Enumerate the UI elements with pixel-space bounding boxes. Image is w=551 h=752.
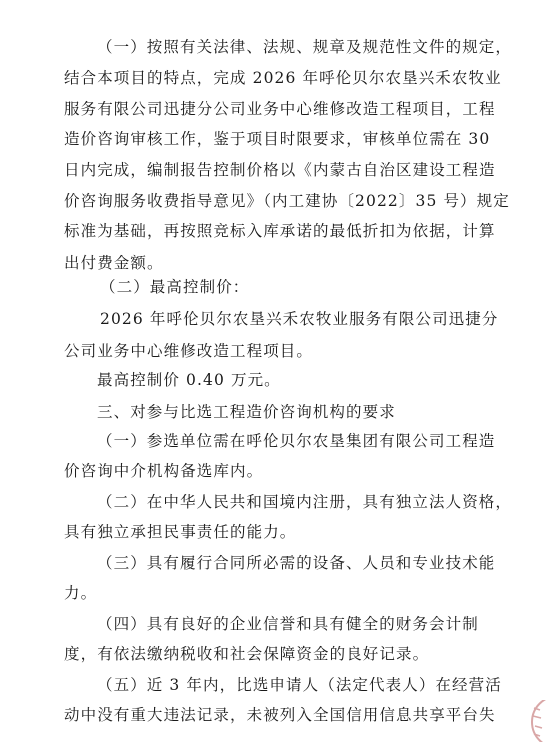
requirement-2-line-1: （二）在中华人民共和国境内注册，具有独立法人资格，	[97, 493, 513, 511]
paragraph-1-line-5: 日内完成，编制报告控制价格以《内蒙古自治区建设工程造	[64, 161, 496, 179]
requirement-5-line-1: （五）近 3 年内，比选申请人（法定代表人）在经营活	[97, 676, 502, 694]
requirement-3-line-2: 力。	[64, 584, 98, 602]
paragraph-1-line-4: 造价咨询审核工作，鉴于项目时限要求，审核单位需在 30	[64, 130, 491, 148]
paragraph-1-line-8: 出付费金额。	[64, 254, 164, 272]
seal-stamp-fragment	[528, 700, 550, 742]
max-price-value: 最高控制价 0.40 万元。	[97, 371, 281, 389]
paragraph-1-line-3: 服务有限公司迅捷分公司业务中心维修改造工程项目，工程	[64, 100, 496, 118]
section-max-price-heading: （二）最高控制价：	[100, 278, 250, 296]
paragraph-1-line-1: （一）按照有关法律、法规、规章及规范性文件的规定，	[97, 38, 513, 56]
paragraph-1-line-2: 结合本项目的特点，完成 2026 年呼伦贝尔农垦兴禾农牧业	[64, 69, 502, 87]
section-requirements-heading: 三、对参与比选工程造价咨询机构的要求	[97, 403, 396, 421]
requirement-1-line-2: 价咨询中介机构备选库内。	[64, 462, 264, 480]
paragraph-1-line-6: 价咨询服务收费指导意见》（内工建协〔2022〕35 号）规定	[64, 192, 510, 210]
requirement-2-line-2: 具有独立承担民事责任的能力。	[64, 523, 297, 541]
paragraph-1-line-7: 标准为基础，再按照竞标入库承诺的最低折扣为依据，计算	[64, 222, 496, 240]
max-price-project-line-2: 公司业务中心维修改造工程项目。	[64, 342, 314, 360]
max-price-project-line-1: 2026 年呼伦贝尔农垦兴禾农牧业服务有限公司迅捷分	[100, 310, 499, 328]
requirement-1-line-1: （一）参选单位需在呼伦贝尔农垦集团有限公司工程造	[97, 432, 496, 450]
requirement-5-line-2: 动中没有重大违法记录，未被列入全国信用信息共享平台失	[64, 706, 496, 724]
requirement-3-line-1: （三）具有履行合同所必需的设备、人员和专业技术能	[97, 554, 496, 572]
requirement-4-line-2: 度，有依法缴纳税收和社会保障资金的良好记录。	[64, 645, 430, 663]
requirement-4-line-1: （四）具有良好的企业信誉和具有健全的财务会计制	[97, 615, 479, 633]
